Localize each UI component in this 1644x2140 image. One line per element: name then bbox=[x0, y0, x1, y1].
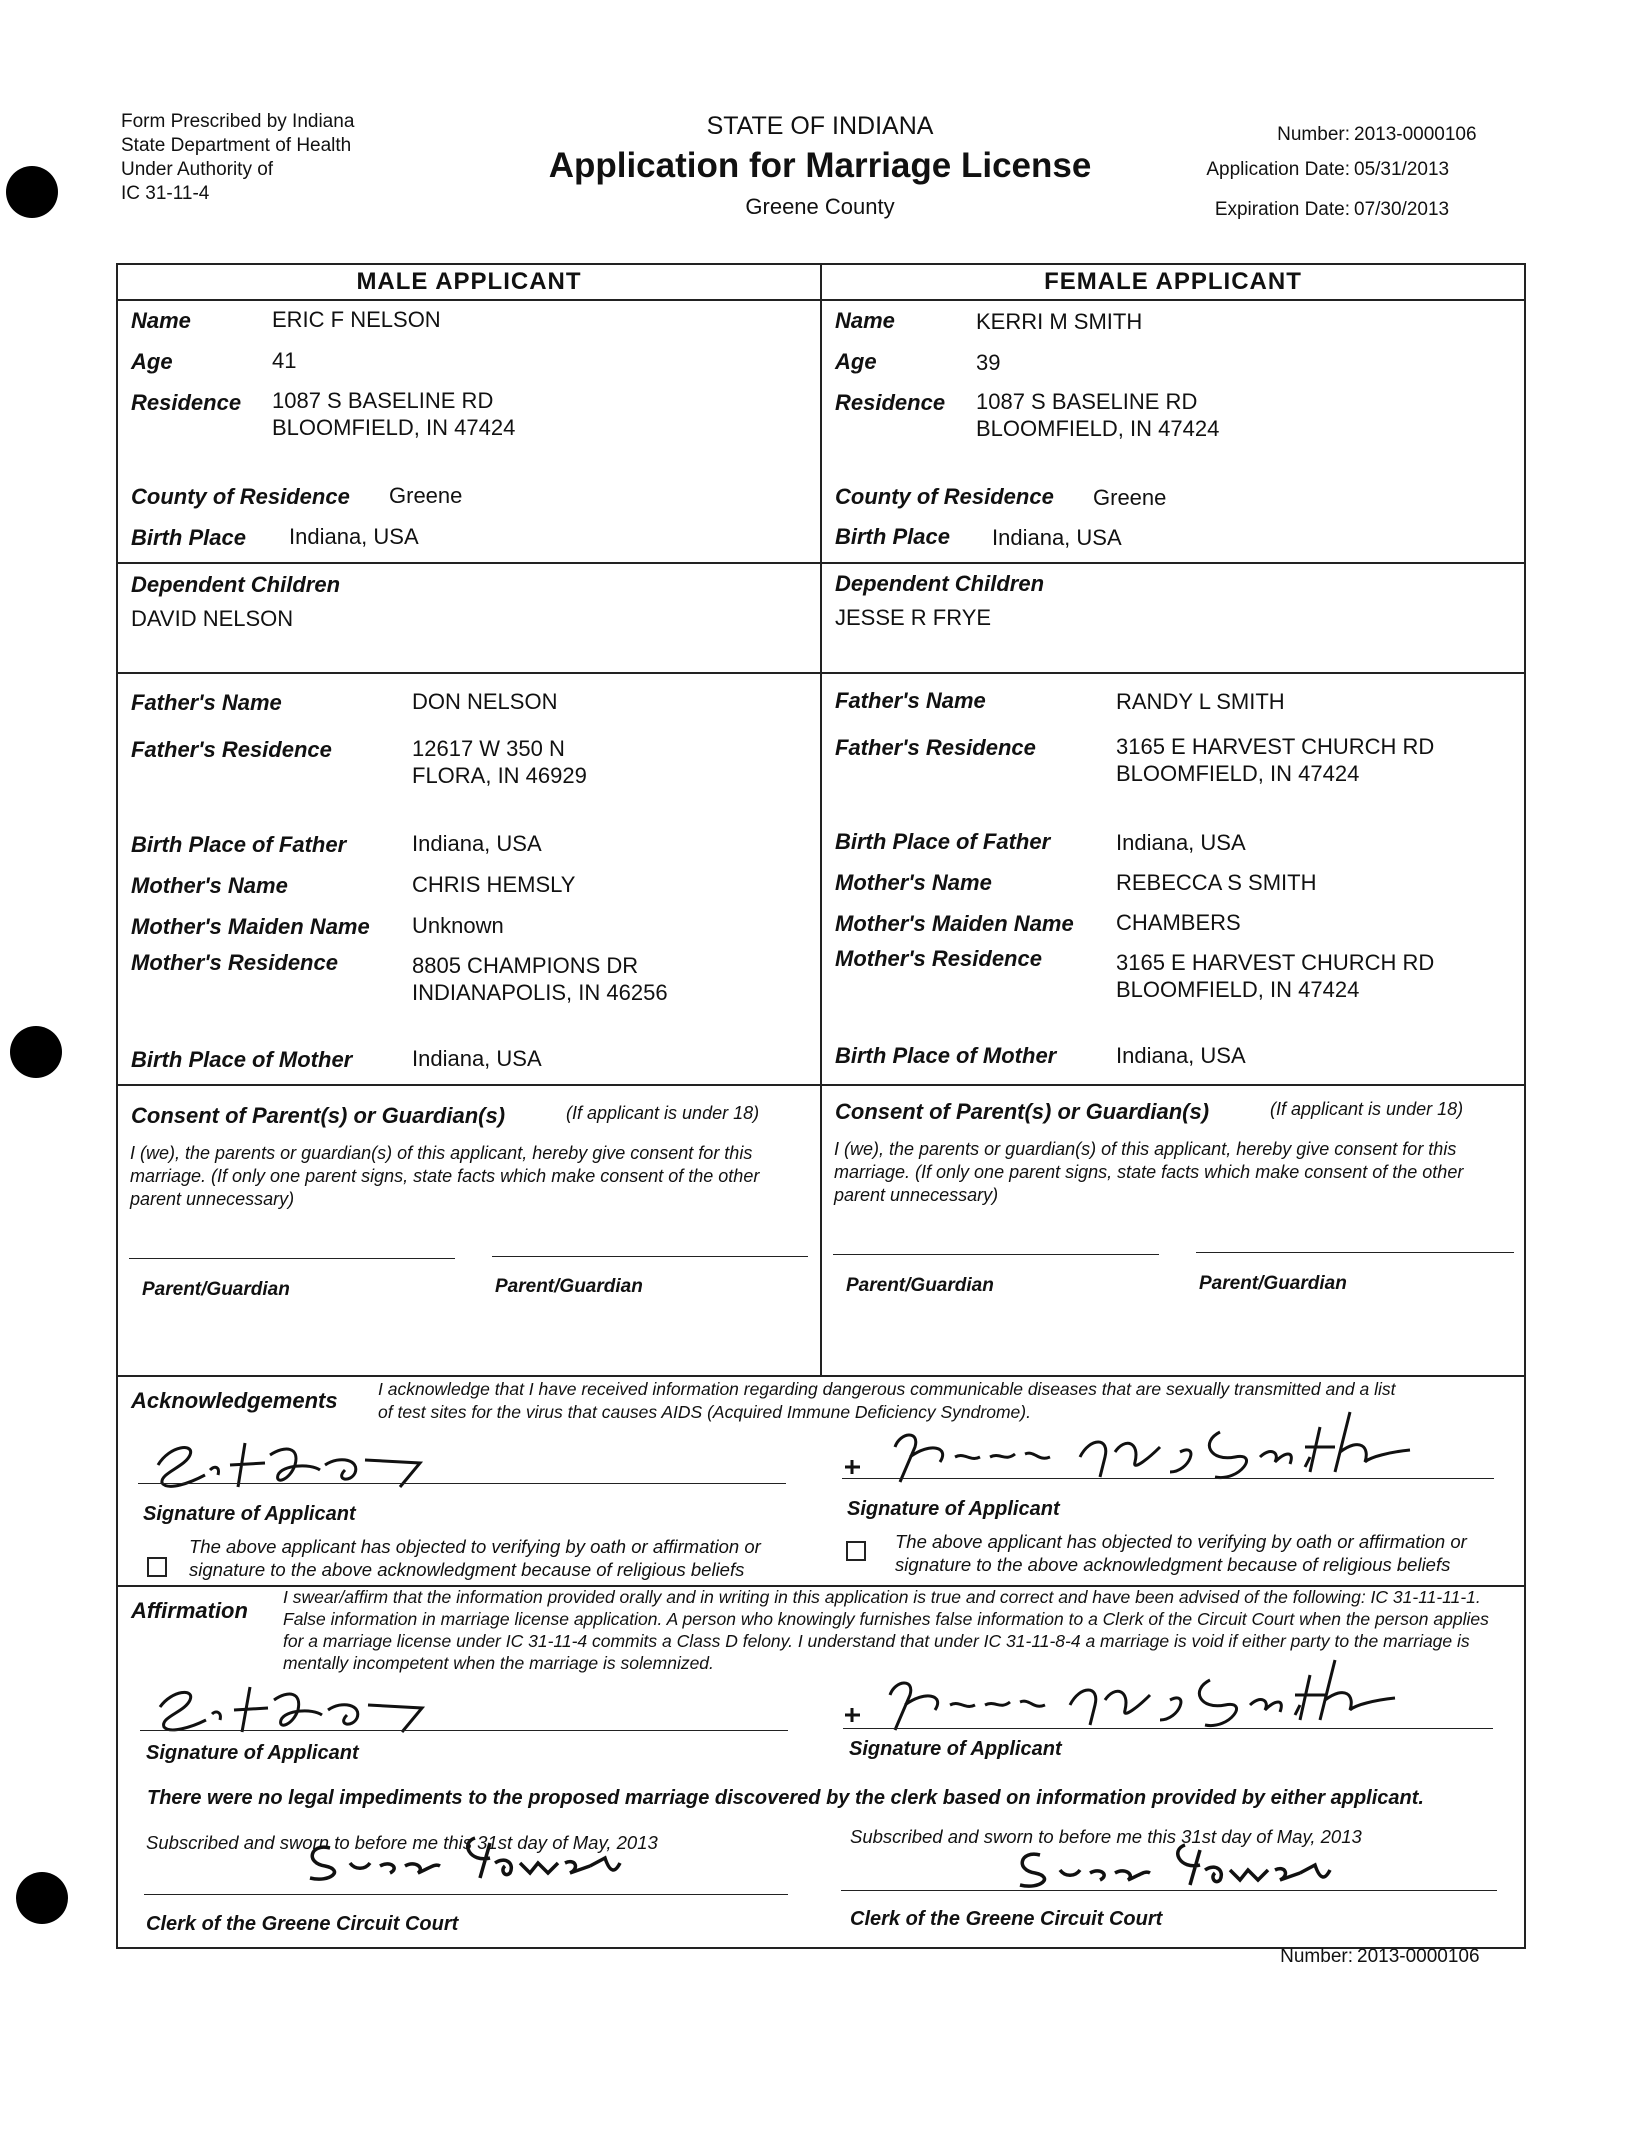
male-parent-guardian-label-2: Parent/Guardian bbox=[495, 1276, 643, 1297]
application-date-label: Application Date: bbox=[1206, 159, 1350, 180]
male-subscribed-text: Subscribed and sworn to before me this 31st day of May, 2013 bbox=[146, 1832, 658, 1853]
punch-hole-bottom bbox=[16, 1872, 68, 1924]
column-divider bbox=[820, 263, 822, 1375]
female-name-value: KERRI M SMITH bbox=[976, 309, 1143, 334]
female-fathers-residence-line2: BLOOMFIELD, IN 47424 bbox=[1116, 761, 1360, 786]
divider-acknowledgements bbox=[116, 1375, 1526, 1377]
female-affirmation-signature-label: Signature of Applicant bbox=[849, 1738, 1062, 1760]
male-birth-place-value: Indiana, USA bbox=[289, 524, 419, 549]
acknowledgements-text-line1: I acknowledge that I have received information regarding dangerous communicable diseases that are sexually transmitted and a list bbox=[378, 1379, 1396, 1399]
male-parent-guardian-line-1 bbox=[129, 1258, 455, 1259]
male-consent-text: I (we), the parents or guardian(s) of this applicant, hereby give consent for this marriage. (If only one parent signs, state facts which make consent of the other parent unnecessary) bbox=[130, 1143, 760, 1209]
female-birth-place-mother-label: Birth Place of Mother bbox=[835, 1043, 1057, 1068]
female-fathers-residence-label: Father's Residence bbox=[835, 735, 1036, 760]
female-county-value: Greene bbox=[1093, 485, 1167, 510]
female-birth-place-mother-value: Indiana, USA bbox=[1116, 1043, 1246, 1068]
female-mothers-maiden-value: CHAMBERS bbox=[1116, 910, 1241, 935]
state-heading: STATE OF INDIANA bbox=[706, 112, 934, 140]
male-birth-place-mother-label: Birth Place of Mother bbox=[131, 1047, 353, 1072]
female-parent-guardian-line-2 bbox=[1196, 1252, 1514, 1253]
female-signature-affirmation bbox=[840, 1650, 1400, 1740]
affirmation-title: Affirmation bbox=[131, 1598, 248, 1623]
acknowledgements-text-line2: of test sites for the virus that causes AIDS (Acquired Immune Deficiency Syndrome). bbox=[378, 1402, 1031, 1422]
male-residence-line1: 1087 S BASELINE RD bbox=[272, 388, 494, 413]
male-objection-text: The above applicant has objected to verifying by oath or affirmation or signature to the above acknowledgment because of religious beliefs bbox=[189, 1536, 761, 1580]
male-birth-place-mother-value: Indiana, USA bbox=[412, 1046, 542, 1071]
divider-parents bbox=[116, 672, 1526, 674]
male-applicant-heading: MALE APPLICANT bbox=[356, 268, 582, 295]
prescribed-line: Under Authority of bbox=[121, 159, 274, 180]
male-residence-label: Residence bbox=[131, 390, 242, 415]
prescribed-line: Form Prescribed by Indiana bbox=[121, 111, 355, 132]
female-affirmation-signature-line bbox=[843, 1728, 1493, 1729]
male-mothers-maiden-label: Mother's Maiden Name bbox=[131, 914, 370, 939]
female-birth-place-value: Indiana, USA bbox=[992, 525, 1122, 550]
female-mothers-residence-line2: BLOOMFIELD, IN 47424 bbox=[1116, 977, 1360, 1002]
female-acknowledgement-signature-label: Signature of Applicant bbox=[847, 1498, 1060, 1520]
female-clerk-signature bbox=[1000, 1825, 1360, 1895]
female-subscribed-text: Subscribed and sworn to before me this 31st day of May, 2013 bbox=[850, 1826, 1362, 1847]
prescribed-line: State Department of Health bbox=[121, 135, 352, 156]
male-fathers-name-label: Father's Name bbox=[131, 690, 282, 715]
female-parent-guardian-label-1: Parent/Guardian bbox=[846, 1275, 994, 1296]
male-mothers-residence-line2: INDIANAPOLIS, IN 46256 bbox=[412, 980, 668, 1005]
acknowledgements-title: Acknowledgements bbox=[131, 1388, 338, 1413]
male-mothers-name-value: CHRIS HEMSLY bbox=[412, 872, 576, 897]
expiration-date-value: 07/30/2013 bbox=[1354, 199, 1450, 220]
male-fathers-residence-line2: FLORA, IN 46929 bbox=[412, 763, 587, 788]
female-consent-note: (If applicant is under 18) bbox=[1270, 1099, 1464, 1119]
affirmation-text: I swear/affirm that the information provided orally and in writing in this application is true and correct and have been advised of the following: IC 31-11-11-1. False information in marriage license application. A person who knowingly furnishes false information to a Clerk of the Circuit Court when the person applies for a marriage license under IC 31-11-4 commits a Class D felony. I understand that under IC 31-11-8-4 a marriage is void if either party to the marriage is mentally incompetent when the marriage is solemnized. bbox=[283, 1587, 1489, 1673]
punch-hole-top bbox=[6, 166, 58, 218]
male-county-value: Greene bbox=[389, 483, 463, 508]
male-fathers-residence-line1: 12617 W 350 N bbox=[412, 736, 565, 761]
male-clerk-signature-line bbox=[144, 1894, 788, 1895]
number-value: 2013-0000106 bbox=[1354, 124, 1477, 145]
male-parent-guardian-line-2 bbox=[492, 1256, 808, 1257]
male-birth-place-label: Birth Place bbox=[131, 525, 246, 550]
male-dependent-children-label: Dependent Children bbox=[131, 572, 341, 597]
female-dependent-children-label: Dependent Children bbox=[835, 571, 1045, 596]
female-birth-place-father-label: Birth Place of Father bbox=[835, 829, 1051, 854]
male-affirmation-signature-line bbox=[140, 1730, 788, 1731]
male-consent-note: (If applicant is under 18) bbox=[566, 1103, 760, 1123]
female-fathers-name-label: Father's Name bbox=[835, 688, 986, 713]
impediments-statement: There were no legal impediments to the proposed marriage discovered by the clerk based on information provided by either applicant. bbox=[147, 1787, 1424, 1809]
document-title: Application for Marriage License bbox=[548, 146, 1092, 185]
male-birth-place-father-value: Indiana, USA bbox=[412, 831, 542, 856]
female-residence-line1: 1087 S BASELINE RD bbox=[976, 389, 1198, 414]
prescribed-line: IC 31-11-4 bbox=[121, 183, 210, 204]
female-parent-guardian-label-2: Parent/Guardian bbox=[1199, 1273, 1347, 1294]
divider-children bbox=[116, 562, 1526, 564]
female-clerk-signature-line bbox=[841, 1890, 1497, 1891]
male-clerk-label: Clerk of the Greene Circuit Court bbox=[146, 1913, 459, 1935]
male-signature-acknowledgement bbox=[150, 1425, 470, 1495]
male-acknowledgement-signature-label: Signature of Applicant bbox=[143, 1503, 356, 1525]
female-age-value: 39 bbox=[976, 350, 1001, 375]
male-county-label: County of Residence bbox=[131, 484, 350, 509]
divider-consent bbox=[116, 1084, 1526, 1086]
male-clerk-signature bbox=[290, 1818, 650, 1888]
county-heading: Greene County bbox=[745, 194, 895, 219]
male-fathers-name-value: DON NELSON bbox=[412, 689, 558, 714]
male-age-value: 41 bbox=[272, 348, 297, 373]
male-objection-checkbox[interactable] bbox=[147, 1557, 167, 1577]
female-mothers-residence-line1: 3165 E HARVEST CHURCH RD bbox=[1116, 950, 1435, 975]
female-fathers-name-value: RANDY L SMITH bbox=[1116, 689, 1285, 714]
female-county-label: County of Residence bbox=[835, 484, 1054, 509]
divider-header bbox=[116, 299, 1526, 301]
footer-number-label: Number: bbox=[1280, 1946, 1353, 1967]
female-mothers-name-value: REBECCA S SMITH bbox=[1116, 870, 1317, 895]
expiration-date-label: Expiration Date: bbox=[1214, 199, 1350, 220]
male-mothers-residence-label: Mother's Residence bbox=[131, 950, 338, 975]
male-name-value: ERIC F NELSON bbox=[272, 307, 441, 332]
female-objection-text: The above applicant has objected to verifying by oath or affirmation or signature to the above acknowledgment because of religious beliefs bbox=[895, 1531, 1467, 1575]
female-residence-label: Residence bbox=[835, 390, 946, 415]
female-age-label: Age bbox=[835, 349, 877, 374]
form-prescribed-note bbox=[121, 110, 354, 206]
female-consent-text: I (we), the parents or guardian(s) of this applicant, hereby give consent for this marriage. (If only one parent signs, state facts which make consent of the other parent unnecessary) bbox=[834, 1139, 1464, 1205]
female-objection-checkbox[interactable] bbox=[846, 1541, 866, 1561]
male-residence-line2: BLOOMFIELD, IN 47424 bbox=[272, 415, 516, 440]
male-dependent-children-value: DAVID NELSON bbox=[131, 606, 294, 631]
female-residence-line2: BLOOMFIELD, IN 47424 bbox=[976, 416, 1220, 441]
application-date-value: 05/31/2013 bbox=[1354, 159, 1450, 180]
female-applicant-heading: FEMALE APPLICANT bbox=[1044, 268, 1302, 295]
male-consent-title: Consent of Parent(s) or Guardian(s) bbox=[131, 1103, 506, 1128]
female-birth-place-label: Birth Place bbox=[835, 524, 950, 549]
male-mothers-residence-line1: 8805 CHAMPIONS DR bbox=[412, 953, 639, 978]
female-mothers-maiden-label: Mother's Maiden Name bbox=[835, 911, 1074, 936]
female-dependent-children-value: JESSE R FRYE bbox=[835, 605, 992, 630]
female-mothers-name-label: Mother's Name bbox=[835, 870, 992, 895]
male-mothers-name-label: Mother's Name bbox=[131, 873, 288, 898]
female-consent-title: Consent of Parent(s) or Guardian(s) bbox=[835, 1099, 1210, 1124]
male-name-label: Name bbox=[131, 308, 191, 333]
female-fathers-residence-line1: 3165 E HARVEST CHURCH RD bbox=[1116, 734, 1435, 759]
female-birth-place-father-value: Indiana, USA bbox=[1116, 830, 1246, 855]
punch-hole-middle bbox=[10, 1026, 62, 1078]
female-parent-guardian-line-1 bbox=[833, 1254, 1159, 1255]
male-fathers-residence-label: Father's Residence bbox=[131, 737, 332, 762]
male-signature-affirmation bbox=[150, 1672, 450, 1742]
number-label: Number: bbox=[1277, 124, 1350, 145]
male-birth-place-father-label: Birth Place of Father bbox=[131, 832, 347, 857]
female-name-label: Name bbox=[835, 308, 895, 333]
female-acknowledgement-signature-line bbox=[842, 1478, 1494, 1479]
male-affirmation-signature-label: Signature of Applicant bbox=[146, 1742, 359, 1764]
male-age-label: Age bbox=[131, 349, 173, 374]
male-mothers-maiden-value: Unknown bbox=[412, 913, 504, 938]
female-clerk-label: Clerk of the Greene Circuit Court bbox=[850, 1908, 1163, 1930]
male-parent-guardian-label-1: Parent/Guardian bbox=[142, 1279, 290, 1300]
male-acknowledgement-signature-line bbox=[138, 1483, 786, 1484]
footer-number-value: 2013-0000106 bbox=[1357, 1946, 1480, 1967]
female-mothers-residence-label: Mother's Residence bbox=[835, 946, 1042, 971]
